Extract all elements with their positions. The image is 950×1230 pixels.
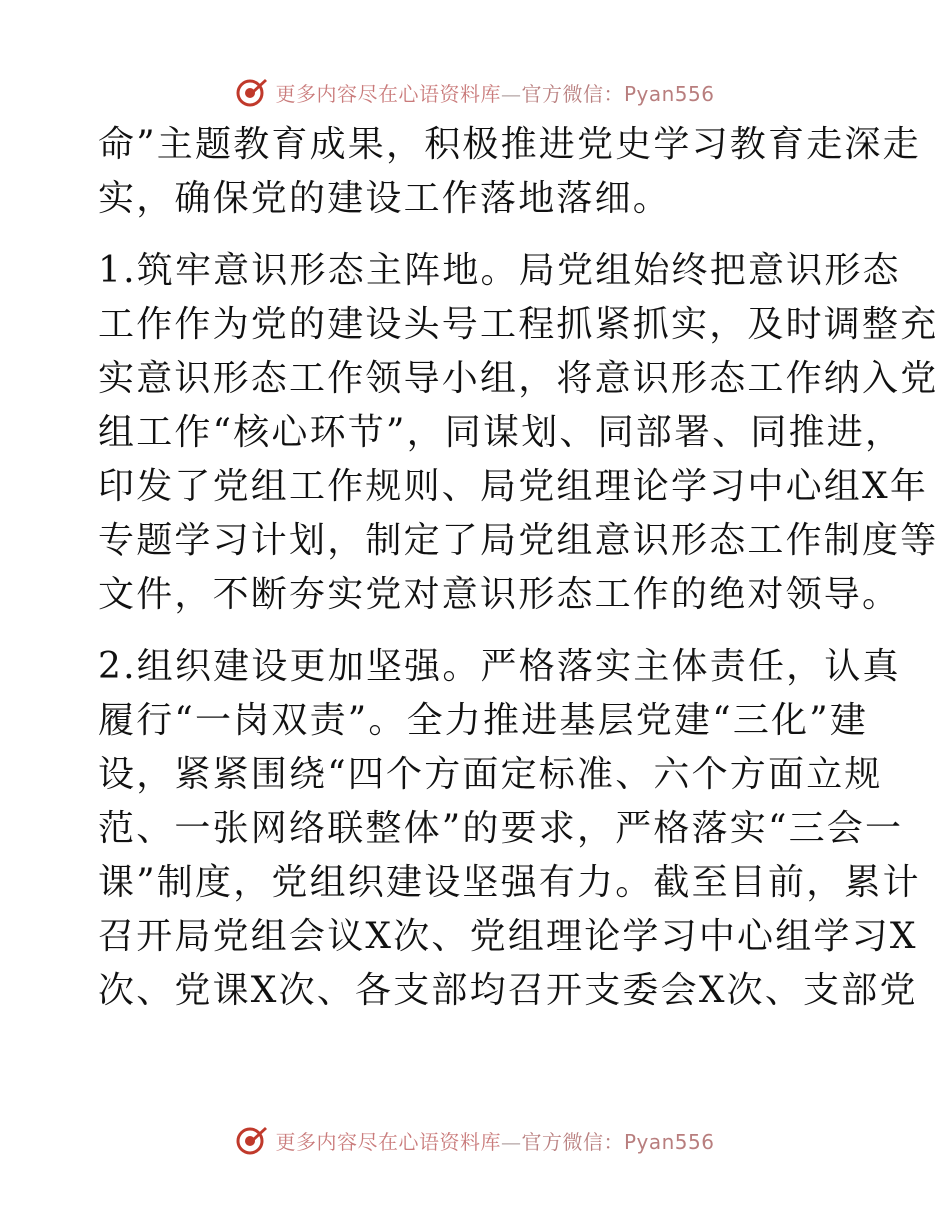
watermark-text: 更多内容尽在心语资料库—官方微信：Pyan556 <box>275 1129 715 1154</box>
text-line: 文件，不断夯实党对意识形态工作的绝对领导。 <box>98 574 901 615</box>
text-line: 范、一张网络联整体”的要求，严格落实“三会一 <box>98 808 904 849</box>
paragraph-continuation <box>98 118 921 226</box>
document-body <box>98 118 939 1018</box>
watermark-text: 更多内容尽在心语资料库—官方微信：Pyan556 <box>275 81 715 106</box>
text-line: 组工作“核心环节”，同谋划、同部署、同推进， <box>98 412 904 453</box>
text-line: 工作作为党的建设头号工程抓紧抓实，及时调整充 <box>98 304 939 345</box>
pen-logo-icon <box>235 75 269 109</box>
text-line: 专题学习计划，制定了局党组意识形态工作制度等 <box>98 520 939 561</box>
text-line: 实意识形态工作领导小组，将意识形态工作纳入党 <box>98 358 939 399</box>
watermark-footer <box>0 1120 950 1160</box>
text-line: 1.筑牢意识形态主阵地。局党组始终把意识形态 <box>98 250 901 291</box>
text-line: 次、党课X次、各支部均召开支委会X次、支部党 <box>98 970 918 1011</box>
text-line: 实，确保党的建设工作落地落细。 <box>98 178 672 219</box>
text-line: 2.组织建设更加坚强。严格落实主体责任，认真 <box>98 646 901 687</box>
text-line: 课”制度，党组织建设坚强有力。截至目前，累计 <box>98 862 921 903</box>
text-line: 履行“一岗双责”。全力推进基层党建“三化”建 <box>98 700 869 741</box>
paragraph-ideology-front <box>98 244 939 622</box>
text-line: 印发了党组工作规则、局党组理论学习中心组X年 <box>98 466 929 507</box>
text-line: 命”主题教育成果，积极推进党史学习教育走深走 <box>98 124 921 165</box>
text-line: 设，紧紧围绕“四个方面定标准、六个方面立规 <box>98 754 883 795</box>
paragraph-organization-building <box>98 640 921 1018</box>
watermark-header <box>0 72 950 112</box>
text-line: 召开局党组会议X次、党组理论学习中心组学习X <box>98 916 918 957</box>
pen-logo-icon <box>235 1123 269 1157</box>
